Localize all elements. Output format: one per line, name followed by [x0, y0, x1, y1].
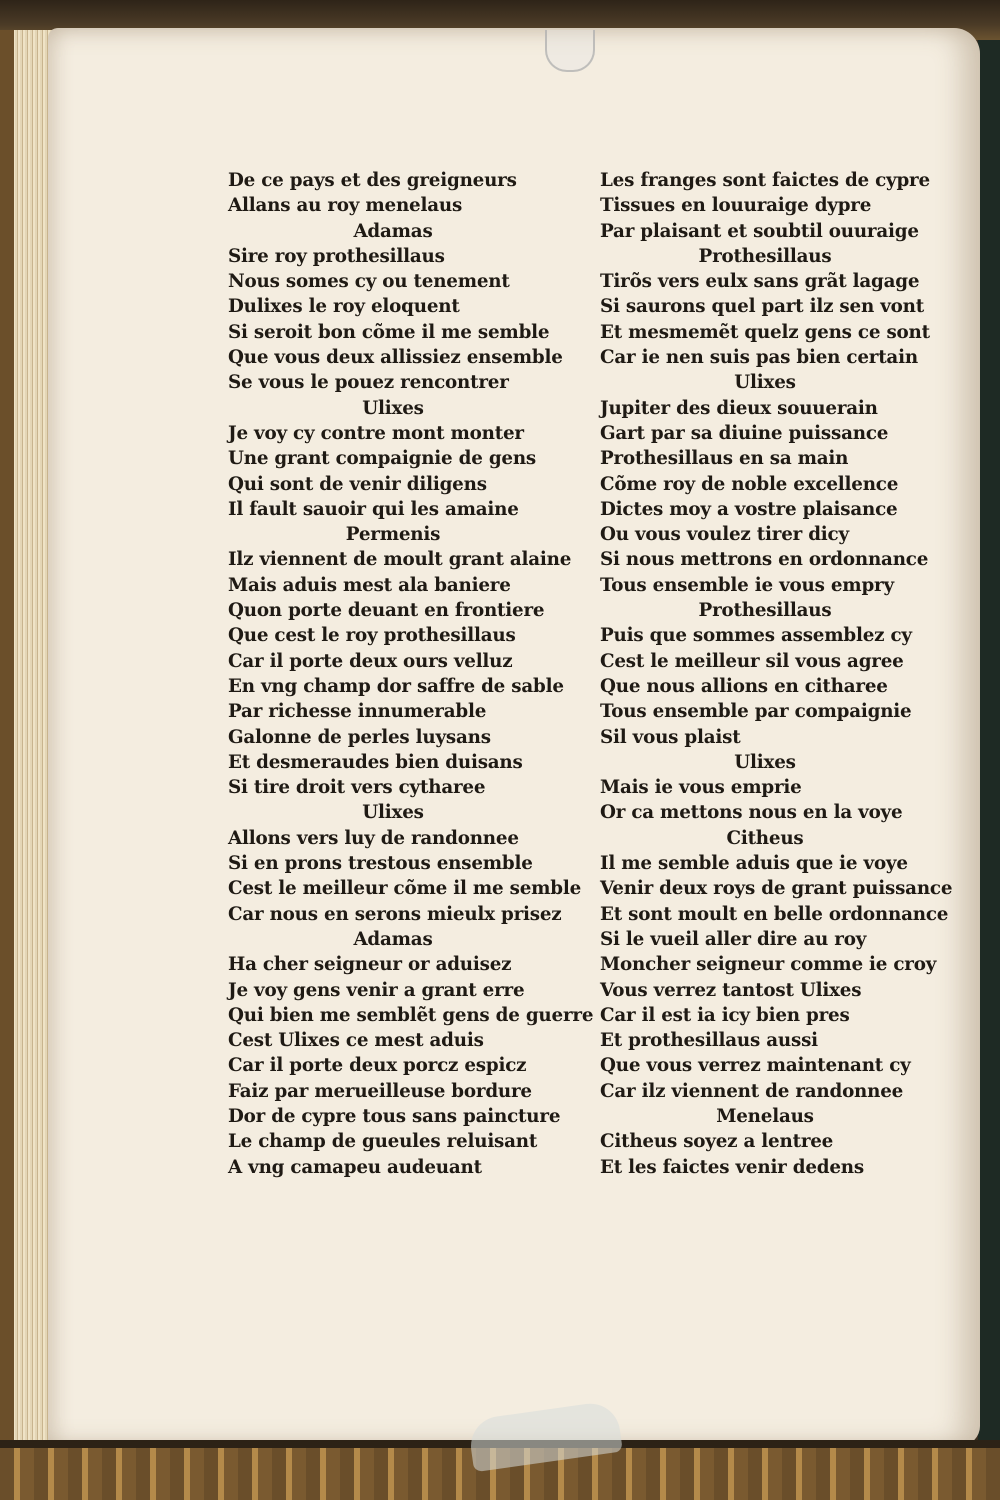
- verse-line: Si en prons trestous ensemble: [228, 853, 533, 875]
- verse-line: Si tire droit vers cytharee: [228, 777, 486, 799]
- verse-line: Qui bien me semblẽt gens de guerre: [228, 1004, 594, 1026]
- verse-line: Car il porte deux ours velluz: [228, 650, 513, 672]
- speaker-heading: Ulixes: [362, 802, 424, 824]
- verse-line: Et desmeraudes bien duisans: [228, 751, 523, 773]
- verse-line: Tous ensemble par compaignie: [600, 701, 912, 723]
- verse-line: Venir deux roys de grant puissance: [600, 878, 953, 900]
- verse-line: Par plaisant et soubtil ouuraige: [600, 220, 919, 242]
- verse-line: Si nous mettrons en ordonnance: [600, 549, 929, 571]
- verse-line: Nous somes cy ou tenement: [228, 271, 510, 293]
- verse-line: Et les faictes venir dedens: [600, 1156, 864, 1178]
- verse-line: Si seroit bon cõme il me semble: [228, 321, 550, 343]
- verse-line: Citheus soyez a lentree: [600, 1131, 834, 1153]
- verse-line: Galonne de perles luysans: [228, 726, 491, 748]
- verse-line: Sil vous plaist: [600, 726, 741, 748]
- verse-line: Une grant compaignie de gens: [228, 448, 537, 470]
- verse-line: Qui sont de venir diligens: [228, 473, 487, 495]
- speaker-heading: Ulixes: [362, 397, 424, 419]
- verse-line: Car nous en serons mieulx prisez: [228, 903, 562, 925]
- verse-line: Les franges sont faictes de cypre: [600, 170, 930, 191]
- verse-line: Si saurons quel part ilz sen vont: [600, 296, 924, 318]
- verse-line: Et sont moult en belle ordonnance: [600, 903, 949, 925]
- verse-line: Cõme roy de noble excellence: [600, 473, 899, 495]
- verse-line: Mais ie vous emprie: [600, 777, 802, 799]
- verse-line: Allons vers luy de randonnee: [228, 827, 519, 849]
- verse-line: Prothesillaus en sa main: [600, 448, 849, 470]
- left-text-column: [228, 168, 594, 1180]
- verse-line: Tous ensemble ie vous empry: [600, 574, 894, 596]
- verse-line: Que vous verrez maintenant cy: [600, 1055, 911, 1077]
- verse-line: Se vous le pouez rencontrer: [228, 372, 509, 394]
- verse-line: Vous verrez tantost Ulixes: [600, 979, 862, 1001]
- verse-line: Ou vous voulez tirer dicy: [600, 524, 849, 546]
- speaker-heading: Citheus: [726, 827, 804, 849]
- verse-line: Tirõs vers eulx sans grãt lagage: [600, 271, 920, 293]
- verse-line: Gart par sa diuine puissance: [600, 422, 889, 444]
- verse-line: Et prothesillaus aussi: [600, 1030, 818, 1052]
- verse-line: Par richesse innumerable: [228, 701, 487, 723]
- verse-line: Faiz par merueilleuse bordure: [228, 1080, 532, 1102]
- right-text-column: [600, 168, 960, 1180]
- verse-line: Cest Ulixes ce mest aduis: [228, 1030, 484, 1052]
- verse-line: Je voy cy contre mont monter: [228, 422, 524, 444]
- book-cover-edge: [978, 40, 1000, 1450]
- verse-line: De ce pays et des greigneurs: [228, 170, 517, 191]
- verse-line: Car ie nen suis pas bien certain: [600, 347, 918, 369]
- speaker-heading: Prothesillaus: [698, 600, 832, 622]
- verse-line: Cest le meilleur cõme il me semble: [228, 878, 582, 900]
- verse-line: Mais aduis mest ala baniere: [228, 574, 511, 596]
- verse-line: Allans au roy menelaus: [228, 195, 463, 217]
- verse-line: Cest le meilleur sil vous agree: [600, 650, 904, 672]
- page-clip: [545, 30, 595, 72]
- verse-line: Jupiter des dieux souuerain: [600, 397, 878, 419]
- verse-line: Dictes moy a vostre plaisance: [600, 498, 898, 520]
- verse-line: Ha cher seigneur or aduisez: [228, 954, 512, 976]
- verse-line: Car il est ia icy bien pres: [600, 1004, 850, 1026]
- verse-line: Puis que sommes assemblez cy: [600, 625, 912, 647]
- verse-line: Car ilz viennent de randonnee: [600, 1080, 904, 1102]
- verse-line: En vng champ dor saffre de sable: [228, 675, 564, 697]
- verse-line: Moncher seigneur comme ie croy: [600, 954, 937, 976]
- verse-line: Que cest le roy prothesillaus: [228, 625, 516, 647]
- speaker-heading: Adamas: [353, 928, 433, 950]
- verse-line: Quon porte deuant en frontiere: [228, 600, 545, 622]
- verse-line: A vng camapeu audeuant: [228, 1156, 482, 1178]
- verse-line: Si le vueil aller dire au roy: [600, 928, 867, 950]
- speaker-heading: Prothesillaus: [698, 245, 832, 267]
- verse-line: Car il porte deux porcz espicz: [228, 1055, 527, 1077]
- verse-line: Il fault sauoir qui les amaine: [228, 498, 519, 520]
- verse-line: Que nous allions en citharee: [600, 675, 888, 697]
- speaker-heading: Adamas: [353, 220, 433, 242]
- verse-line: Que vous deux allissiez ensemble: [228, 347, 563, 369]
- speaker-heading: Permenis: [345, 524, 441, 546]
- verse-line: Or ca mettons nous en la voye: [600, 802, 903, 824]
- speaker-heading: Menelaus: [716, 1105, 814, 1127]
- verse-line: Dor de cypre tous sans paincture: [228, 1105, 561, 1127]
- speaker-heading: Ulixes: [734, 751, 796, 773]
- verse-line: Il me semble aduis que ie voye: [600, 853, 908, 875]
- verse-line: Le champ de gueules reluisant: [228, 1131, 538, 1153]
- verse-line: Tissues en louuraige dypre: [600, 195, 872, 217]
- verse-line: Dulixes le roy eloquent: [228, 296, 460, 318]
- spine-shadow: [0, 30, 14, 1450]
- speaker-heading: Ulixes: [734, 372, 796, 394]
- verse-line: Et mesmemẽt quelz gens ce sont: [600, 321, 930, 343]
- verse-line: Je voy gens venir a grant erre: [228, 979, 525, 1001]
- verse-line: Sire roy prothesillaus: [228, 245, 445, 267]
- verse-line: Ilz viennent de moult grant alaine: [228, 549, 572, 571]
